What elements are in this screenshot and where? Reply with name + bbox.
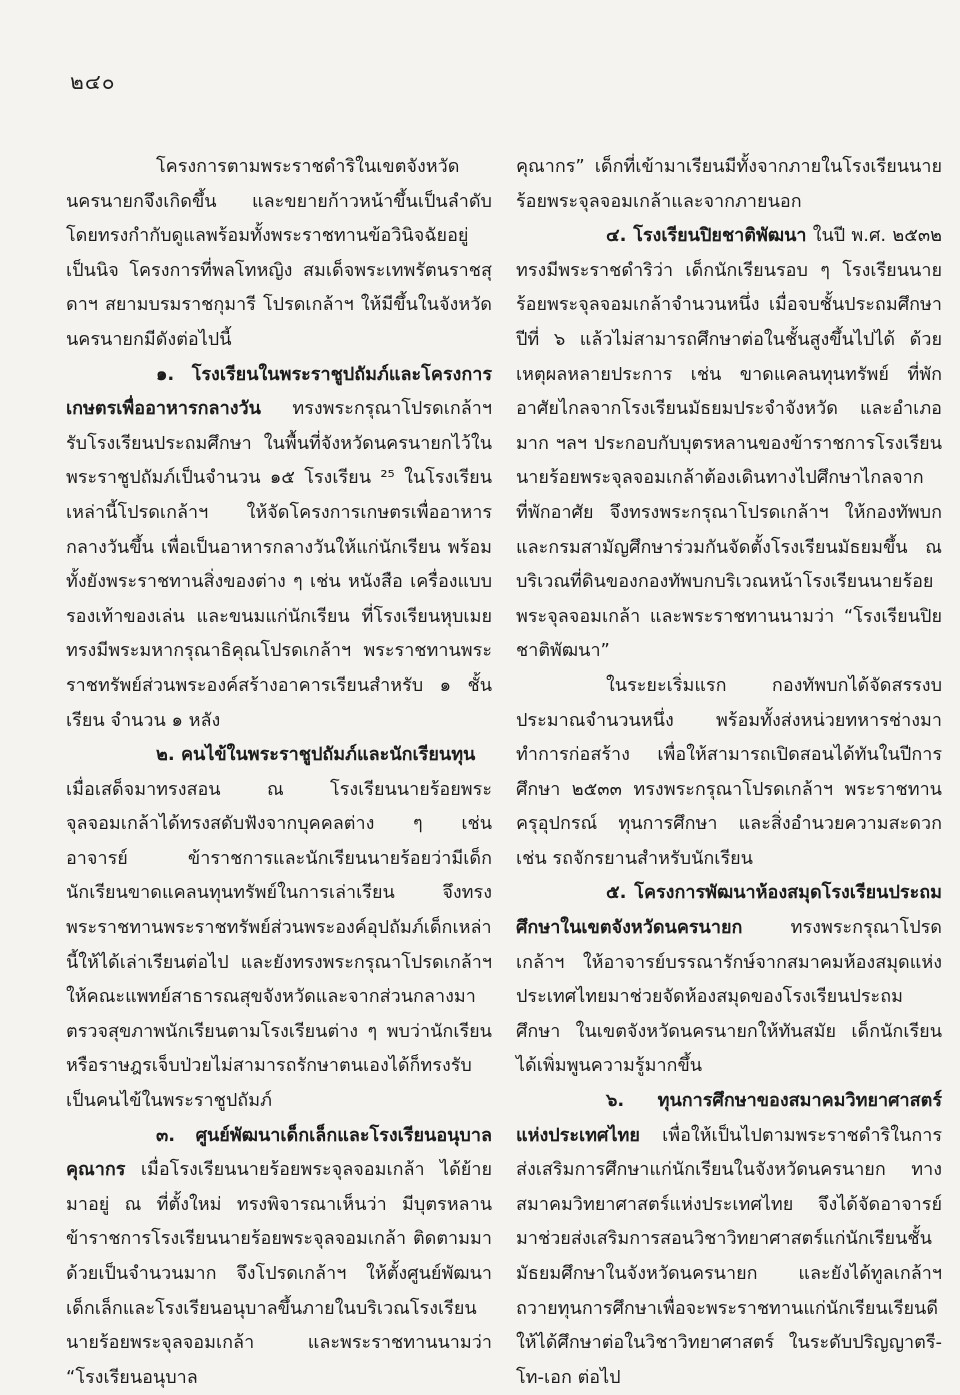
- section-4-body: ในปี พ.ศ. ๒๕๓๒ ทรงมีพระราชดำริว่า เด็กนักเรียนรอบ ๆ โรงเรียนนายร้อยพระจุลจอมเกล้าจำนวนหนึ่ง เมื่อจบชั้นประถมศึกษาปีที่ ๖ แล้วไม่สามารถศึกษาต่อในชั้นสูงขึ้นไปได้ ด้วยเหตุผลหลายประการ เช่น ขาดแคลนทุนทรัพย์ ที่พักอาศัยไกลจากโรงเรียนมัธยมประจำจังหวัด และอำเภอมาก ฯลฯ ประกอบกับบุตรหลานของข้าราชการโรงเรียนนายร้อยพระจุลจอมเกล้าต้องเดินทางไปศึกษาไกลจากที่พักอาศัย จึงทรงพระกรุณาโปรดเกล้าฯ ให้กองทัพบก และกรมสามัญศึกษาร่วมกันจัดตั้งโรงเรียนมัธยมขึ้น ณ บริเวณที่ดินของกองทัพบกบริเวณหน้าโรงเรียนนายร้อยพระจุลจอมเกล้า และพระราชทานนามว่า “โรงเรียนปิยชาติพัฒนา”: [516, 225, 942, 662]
- section-1-heading: ๑. โรงเรียนในพระราชูปถัมภ์และโครงการเกษตรเพื่ออาหารกลางวัน: [66, 363, 492, 420]
- section-2-heading: ๒. คนไข้ในพระราชูปถัมภ์และนักเรียนทุน: [156, 744, 476, 766]
- intro-paragraph: โครงการตามพระราชดำริในเขตจังหวัดนครนายกจึงเกิดขึ้น และขยายก้าวหน้าขึ้นเป็นลำดับ โดยทรงกำกับดูแลพร้อมทั้งพระราชทานข้อวินิจฉัยอยู่เป็นนิจ โครงการที่พลโทหญิง สมเด็จพระเทพรัตนราชสุดาฯ สยามบรมราชกุมารี โปรดเกล้าฯ ให้มีขึ้นในจังหวัดนครนายกมีดังต่อไปนี้: [66, 156, 492, 350]
- section-5-paragraph: [516, 876, 942, 1084]
- section-5-heading: ๕. โครงการพัฒนาห้องสมุดโรงเรียนประถมศึกษาในเขตจังหวัดนครนายก: [516, 882, 942, 939]
- page-number: ๒๔๐: [70, 70, 116, 94]
- section-2-body: เมื่อเสด็จมาทรงสอน ณ โรงเรียนนายร้อยพระจุลจอมเกล้าได้ทรงสดับฟังจากบุคคลต่าง ๆ เช่น อาจารย์ ข้าราชการและนักเรียนนายร้อยว่ามีเด็กนักเรียนขาดแคลนทุนทรัพย์ในการเล่าเรียน จึงทรงพระราชทานพระราชทรัพย์ส่วนพระองค์อุปถัมภ์เด็กเหล่านี้ให้ได้เล่าเรียนต่อไป และยังทรงพระกรุณาโปรดเกล้าฯ ให้คณะแพทย์สาธารณสุขจังหวัดและจากส่วนกลางมาตรวจสุขภาพนักเรียนตามโรงเรียนต่าง ๆ พบว่านักเรียนหรือราษฎรเจ็บป่วยไม่สามารถรักษาตนเองได้ก็ทรงรับเป็นคนไข้ในพระราชูปถัมภ์: [66, 778, 492, 1112]
- section-4-paragraph-2: ในระยะเริ่มแรก กองทัพบกได้จัดสรรงบประมาณจำนวนหนึ่ง พร้อมทั้งส่งหน่วยทหารช่างมาทำการก่อสร้าง เพื่อให้สามารถเปิดสอนได้ทันในปีการศึกษา ๒๕๓๓ ทรงพระกรุณาโปรดเกล้าฯ พระราชทานครุอุปกรณ์ ทุนการศึกษา และสิ่งอำนวยความสะดวก เช่น รถจักรยานสำหรับนักเรียน: [516, 674, 942, 869]
- section-3-body: เมื่อโรงเรียนนายร้อยพระจุลจอมเกล้า ได้ย้ายมาอยู่ ณ ที่ตั้งใหม่ ทรงพิจารณาเห็นว่า มีบุตรหลานข้าราชการโรงเรียนนายร้อยพระจุลจอมเกล้า ติดตามมาด้วยเป็นจำนวนมาก จึงโปรดเกล้าฯ ให้ตั้งศูนย์พัฒนาเด็กเล็กและโรงเรียนอนุบาลขึ้นภายในบริเวณโรงเรียนนายร้อยพระจุลจอมเกล้า และพระราชทานนามว่า “โรงเรียนอนุบาล: [66, 1159, 492, 1388]
- right-column: [516, 150, 942, 1395]
- left-column: [66, 150, 492, 1395]
- continued-paragraph: คุณากร” เด็กที่เข้ามาเรียนมีทั้งจากภายในโรงเรียนนายร้อยพระจุลจอมเกล้าและจากภายนอก: [516, 156, 942, 212]
- section-4-paragraph: [516, 219, 942, 669]
- section-6-paragraph: [516, 1084, 942, 1395]
- section-1-body: ทรงพระกรุณาโปรดเกล้าฯ รับโรงเรียนประถมศึกษา ในพื้นที่จังหวัดนครนายกไว้ในพระราชูปถัมภ์เป็นจำนวน ๑๕ โรงเรียน ²⁵ ในโรงเรียนเหล่านี้โปรดเกล้าฯ ให้จัดโครงการเกษตรเพื่ออาหารกลางวันขึ้น เพื่อเป็นอาหารกลางวันให้แก่นักเรียน พร้อมทั้งยังพระราชทานสิ่งของต่าง ๆ เช่น หนังสือ เครื่องแบบ รองเท้าของเล่น และขนมแก่นักเรียน ที่โรงเรียนหุบเมย ทรงมีพระมหากรุณาธิคุณโปรดเกล้าฯ พระราชทานพระราชทรัพย์ส่วนพระองค์สร้างอาคารเรียนสำหรับ ๑ ชั้นเรียน จำนวน ๑ หลัง: [66, 398, 492, 731]
- section-3-heading: ๓. ศูนย์พัฒนาเด็กเล็กและโรงเรียนอนุบาลคุณากร: [66, 1124, 492, 1181]
- section-6-heading: ๖. ทุนการศึกษาของสมาคมวิทยาศาสตร์แห่งประเทศไทย: [516, 1090, 942, 1146]
- section-5-body: ทรงพระกรุณาโปรดเกล้าฯ ให้อาจารย์บรรณารักษ์จากสมาคมห้องสมุดแห่งประเทศไทยมาช่วยจัดห้องสมุดของโรงเรียนประถมศึกษา ในเขตจังหวัดนครนายกให้ทันสมัย เด็กนักเรียนได้เพิ่มพูนความรู้มากขึ้น: [516, 917, 942, 1077]
- section-3-paragraph: [66, 1119, 492, 1395]
- section-1-paragraph: [66, 358, 492, 739]
- section-4-heading: ๔. โรงเรียนปิยชาติพัฒนา: [606, 225, 807, 247]
- section-6-body: เพื่อให้เป็นไปตามพระราชดำริในการส่งเสริมการศึกษาแก่นักเรียนในจังหวัดนครนายก ทางสมาคมวิทยาศาสตร์แห่งประเทศไทย จึงได้จัดอาจารย์มาช่วยส่งเสริมการสอนวิชาวิทยาศาสตร์แก่นักเรียนชั้นมัธยมศึกษาในจังหวัดนครนายก และยังได้ทูลเกล้าฯ ถวายทุนการศึกษาเพื่อจะพระราชทานแก่นักเรียนเรียนดี ให้ได้ศึกษาต่อในวิชาวิทยาศาสตร์ ในระดับปริญญาตรี-โท-เอก ต่อไป: [516, 1124, 942, 1388]
